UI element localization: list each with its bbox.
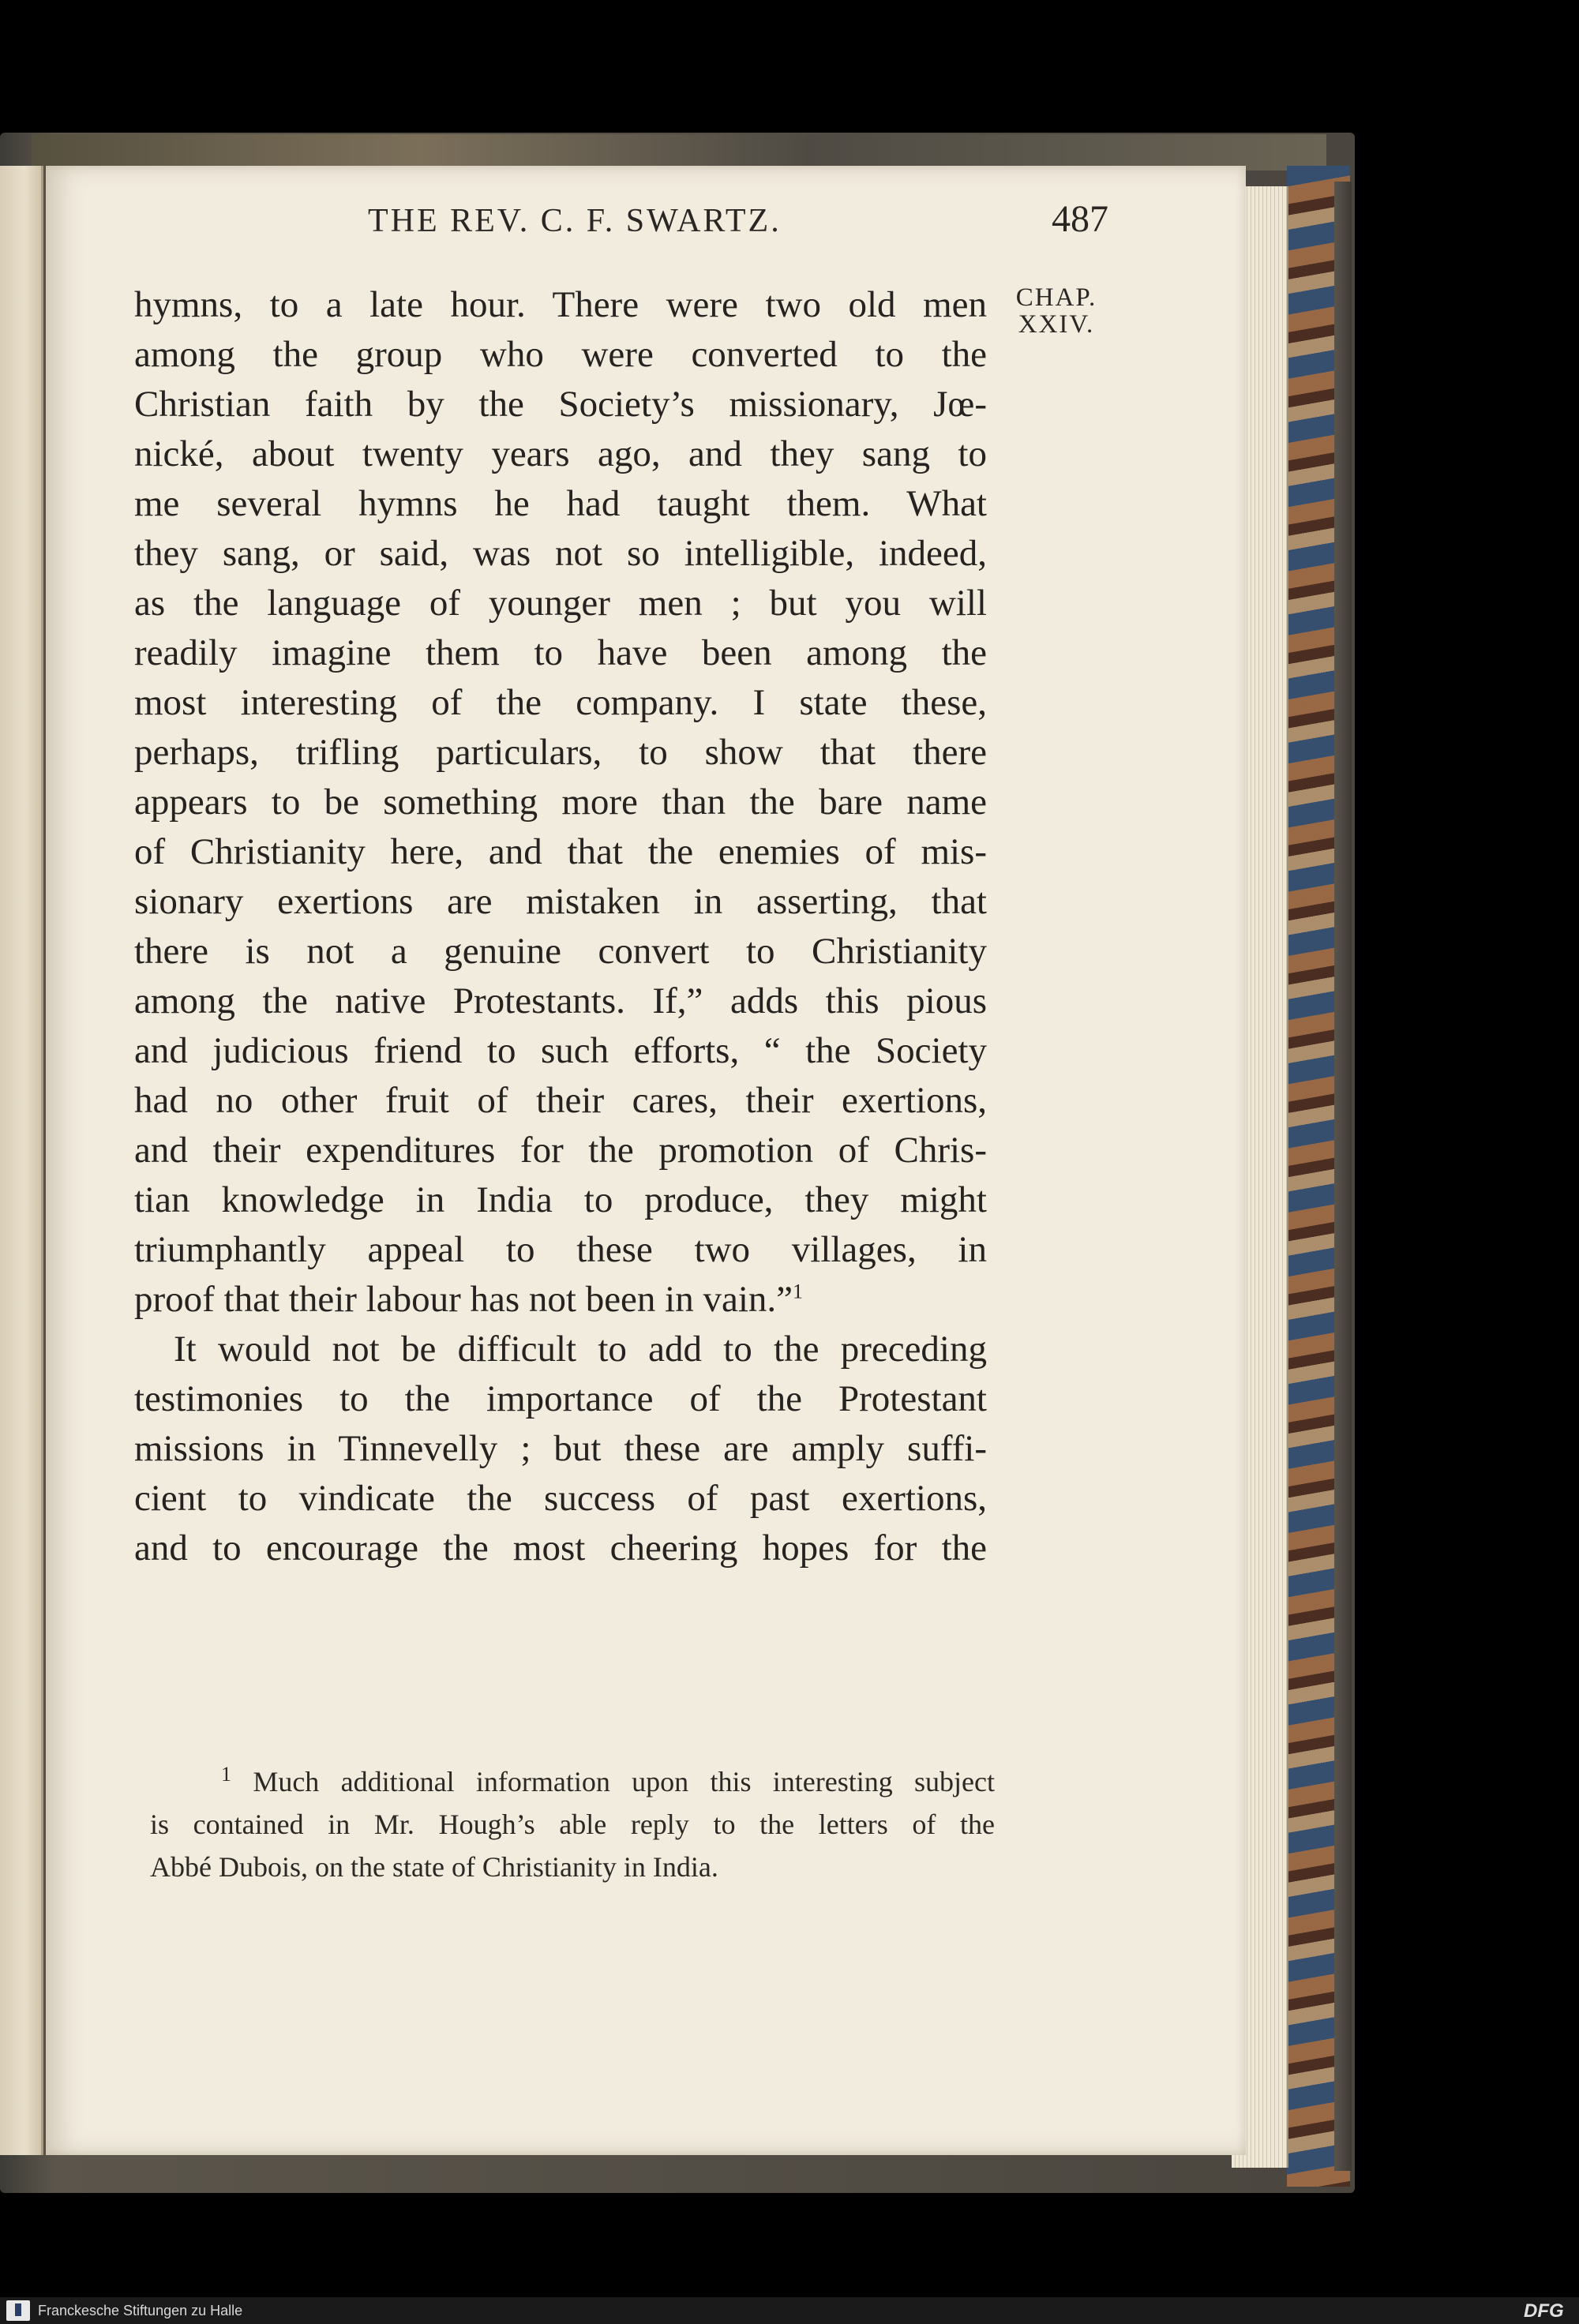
text-line: me several hymns he had taught them. What <box>134 483 987 524</box>
running-title: THE REV. C. F. SWARTZ. <box>368 203 782 239</box>
text-line: appears to be something more than the bare name <box>134 782 987 823</box>
text-line: missions in Tinnevelly ; but these are amply suffi- <box>134 1428 987 1469</box>
institution-name: Franckesche Stiftungen zu Halle <box>38 2303 243 2318</box>
text-line: and their expenditures for the promotion of Chris- <box>134 1130 987 1171</box>
footnote-line: Abbé Dubois, on the state of Christianity in India. <box>150 1851 718 1883</box>
running-head <box>324 197 1113 261</box>
text-line: of Christianity here, and that the enemies of mis- <box>134 831 987 872</box>
page-number: 487 <box>1052 198 1108 240</box>
text-line: readily imagine them to have been among the <box>134 632 987 673</box>
footnote <box>150 1760 995 1888</box>
text-line: perhaps, trifling particulars, to show that there <box>134 732 987 773</box>
text-line: there is not a genuine convert to Christianity <box>134 931 987 972</box>
institution-logo-icon <box>6 2300 30 2321</box>
funder-logo: DFG <box>1524 2300 1564 2322</box>
chapter-label: CHAP. <box>1015 283 1097 312</box>
footnote-marker: 1 <box>221 1763 231 1786</box>
text-line: and to encourage the most cheering hopes for the <box>134 1527 987 1569</box>
footnote-line: is contained in Mr. Hough’s able reply to the letters of the <box>150 1809 995 1840</box>
text-line: among the group who were converted to the <box>134 334 987 375</box>
facing-page-edge <box>0 166 43 2155</box>
text-line: tian knowledge in India to produce, they might <box>134 1179 987 1220</box>
text-line: had no other fruit of their cares, their exertions, <box>134 1080 987 1121</box>
text-line: among the native Protestants. If,” adds this pious <box>134 980 987 1021</box>
board-spine-edge <box>1334 182 1352 2171</box>
text-line: cient to vindicate the success of past exertions, <box>134 1478 987 1519</box>
text-line-paragraph-end <box>134 1275 987 1325</box>
chapter-number: XXIV. <box>1018 310 1095 339</box>
footnote-line <box>150 1760 995 1803</box>
text-line: as the language of younger men ; but you will <box>134 583 987 624</box>
text-line: triumphantly appeal to these two villages, in <box>134 1229 987 1270</box>
text-line: nické, about twenty years ago, and they sang to <box>134 433 987 474</box>
footnote-reference: 1 <box>793 1280 803 1303</box>
text-line: most interesting of the company. I state these, <box>134 682 987 723</box>
text-line-paragraph-start: It would not be difficult to add to the preceding <box>174 1329 987 1370</box>
text-line: testimonies to the importance of the Protestant <box>134 1378 987 1419</box>
text-line: and judicious friend to such efforts, “ the Society <box>134 1030 987 1071</box>
text-line: sionary exertions are mistaken in asserting, that <box>134 881 987 922</box>
text-line: Christian faith by the Society’s missionary, Jœ- <box>134 384 987 425</box>
footnote-line-text: Much additional information upon this interesting subject <box>253 1766 995 1797</box>
body-text <box>134 280 987 1573</box>
text-line-content: proof that their labour has not been in vain.” <box>134 1279 793 1320</box>
text-line: they sang, or said, was not so intelligible, indeed, <box>134 533 987 574</box>
credit-bar <box>0 2297 1579 2324</box>
chapter-margin-note <box>1001 284 1112 338</box>
text-line: hymns, to a late hour. There were two old men <box>134 284 987 325</box>
